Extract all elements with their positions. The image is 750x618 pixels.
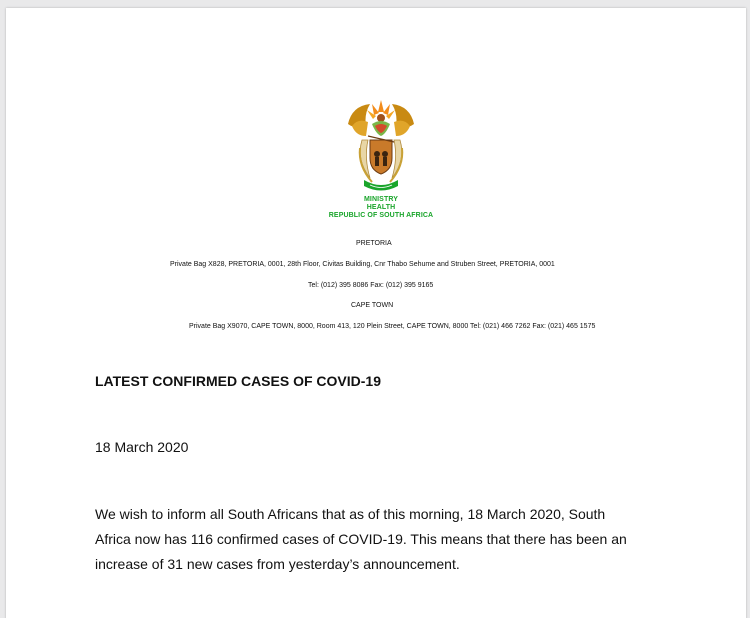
capetown-label: CAPE TOWN (351, 302, 394, 309)
paragraph-line: We wish to inform all South Africans that as of this morning, 18 March 2020, South (95, 506, 606, 522)
ministry-line: MINISTRY (364, 196, 398, 203)
statement-title: LATEST CONFIRMED CASES OF COVID-19 (95, 373, 381, 389)
statement-paragraph (95, 502, 665, 577)
capetown-address: Private Bag X9070, CAPE TOWN, 8000, Room 413, 120 Plein Street, CAPE TOWN, 8000 Tel: (021) 466 7262 Fax: (021) 465 1575 (189, 323, 596, 330)
document-page (6, 8, 746, 618)
pretoria-address: Private Bag X828, PRETORIA, 0001, 28th Floor, Civitas Building, Cnr Thabo Sehume and Struben Street, PRETORIA, 0001 (170, 261, 555, 268)
ministry-name (226, 196, 536, 220)
ministry-line: REPUBLIC OF SOUTH AFRICA (328, 212, 434, 219)
paragraph-line: Africa now has 116 confirmed cases of COVID-19. This means that there has been an (95, 531, 627, 547)
pretoria-label: PRETORIA (356, 240, 392, 247)
paragraph-line: increase of 31 new cases from yesterday’s announcement. (95, 556, 460, 572)
ministry-line: HEALTH (366, 204, 396, 211)
coat-of-arms-icon (342, 96, 420, 196)
pretoria-phone: Tel: (012) 395 8086 Fax: (012) 395 9165 (308, 282, 434, 289)
statement-date: 18 March 2020 (95, 439, 189, 455)
